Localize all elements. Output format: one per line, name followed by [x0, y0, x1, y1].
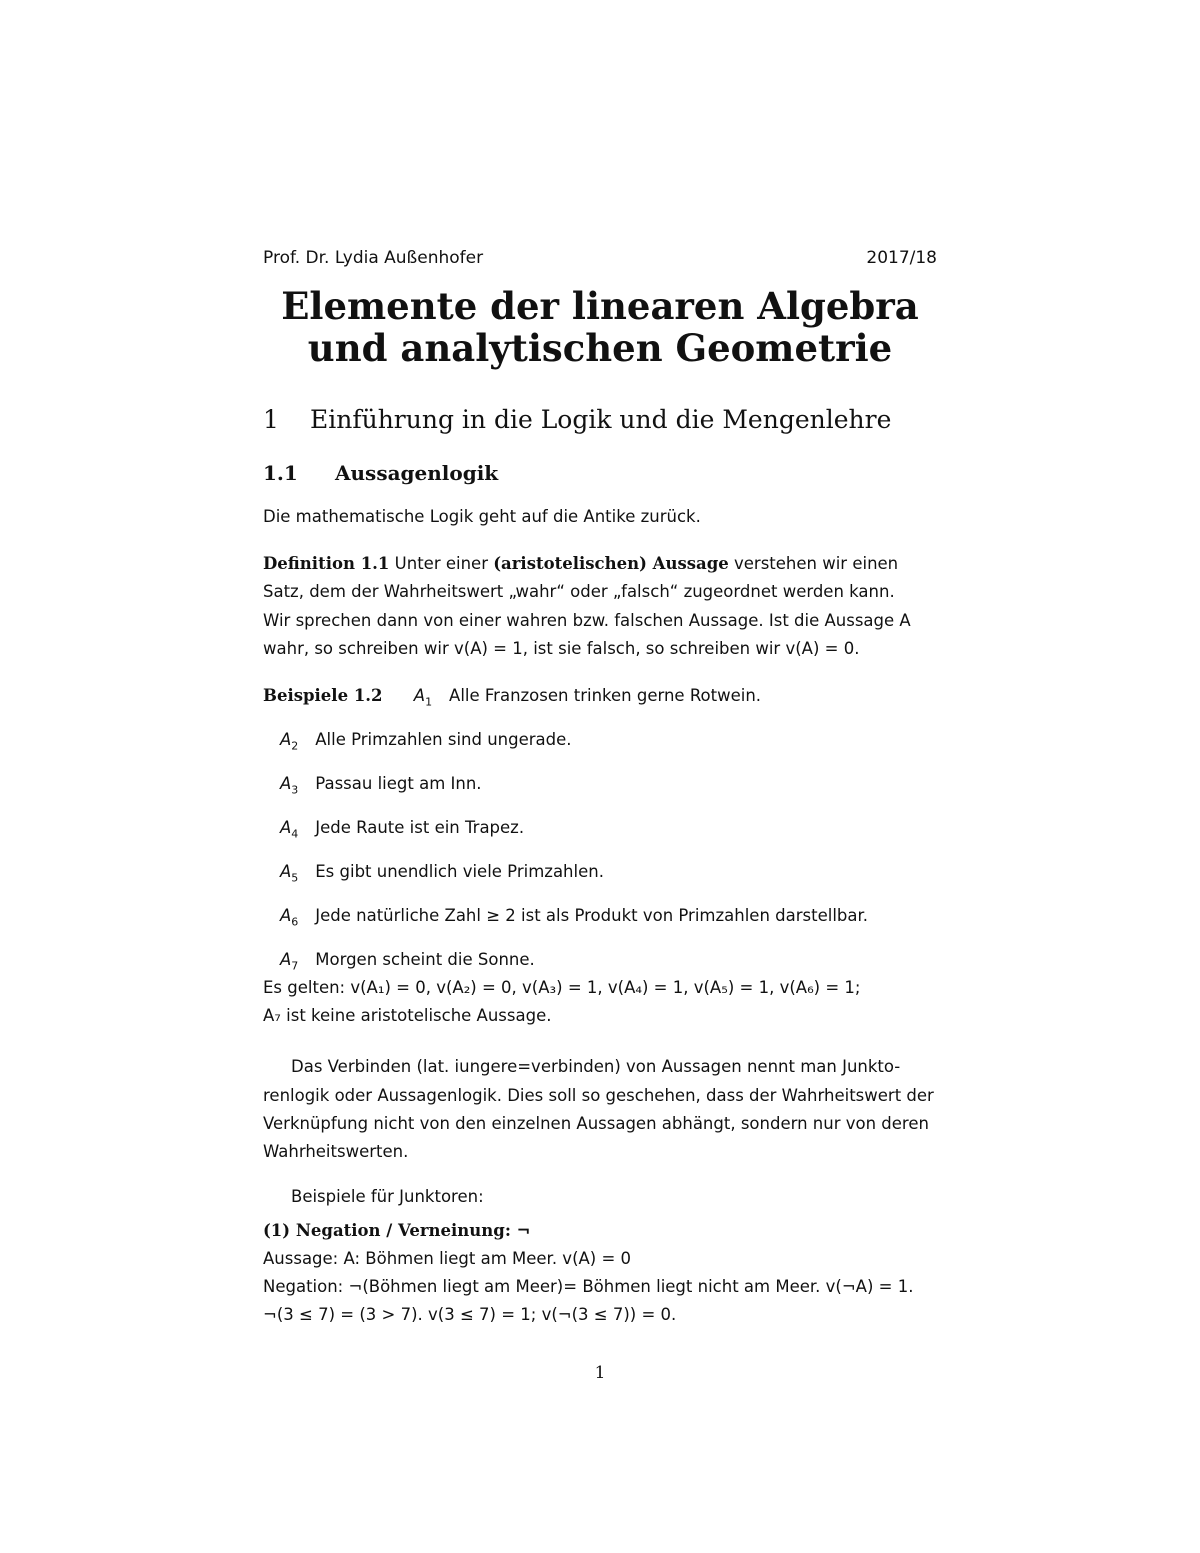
definition-line-2: Satz, dem der Wahrheitswert „wahr“ oder „falsch“ zugeordnet werden kann.	[263, 582, 895, 601]
example-id: $A_7$	[280, 950, 299, 973]
negation-line-2: Negation: ¬(Böhmen liegt am Meer)= Böhmen liegt nicht am Meer. v(¬A) = 1.	[263, 1277, 914, 1296]
example-row-4	[280, 817, 524, 842]
examples-label: Beispiele 1.2	[263, 686, 383, 705]
truth-values-line-1: Es gelten: v(A₁) = 0, v(A₂) = 0, v(A₃) = 1, v(A₄) = 1, v(A₅) = 1, v(A₆) = 1;	[263, 978, 861, 997]
example-id: $A_3$	[280, 774, 299, 797]
example-text: Jede natürliche Zahl ≥ 2 ist als Produkt von Primzahlen darstellbar.	[315, 906, 869, 925]
paragraph-line-2: renlogik oder Aussagenlogik. Dies soll so geschehen, dass der Wahrheitswert der	[263, 1086, 934, 1105]
example-id: $A_2$	[280, 730, 299, 753]
negation-line-1: Aussage: A: Böhmen liegt am Meer. v(A) = 0	[263, 1249, 632, 1268]
junctors-intro: Beispiele für Junktoren:	[291, 1187, 484, 1206]
example-id: $A_1$	[413, 686, 433, 709]
definition-line-3: Wir sprechen dann von einer wahren bzw. falschen Aussage. Ist die Aussage A	[263, 611, 911, 630]
author-header: Prof. Dr. Lydia Außenhofer	[263, 248, 484, 268]
page-number: 1	[594, 1363, 606, 1383]
section-title: Einführung in die Logik und die Mengenlehre	[310, 405, 892, 434]
definition-term: (aristotelischen) Aussage	[493, 554, 729, 573]
example-row-2	[280, 729, 572, 754]
definition-line-4: wahr, so schreiben wir v(A) = 1, ist sie falsch, so schreiben wir v(A) = 0.	[263, 639, 860, 658]
example-text: Alle Primzahlen sind ungerade.	[315, 730, 572, 749]
paragraph-line-1: Das Verbinden (lat. iungere=verbinden) von Aussagen nennt man Junkto-	[291, 1057, 901, 1076]
negation-heading: (1) Negation / Verneinung: ¬	[263, 1221, 531, 1240]
example-text: Es gibt unendlich viele Primzahlen.	[315, 862, 604, 881]
example-row-5	[280, 861, 604, 886]
section-number: 1	[263, 405, 279, 434]
intro-text: Die mathematische Logik geht auf die Antike zurück.	[263, 507, 701, 526]
example-text: Jede Raute ist ein Trapez.	[315, 818, 525, 837]
paragraph-line-4: Wahrheitswerten.	[263, 1142, 409, 1161]
paragraph-line-3: Verknüpfung nicht von den einzelnen Aussagen abhängt, sondern nur von deren	[263, 1114, 929, 1133]
definition-line-1	[263, 553, 937, 574]
negation-line-3: ¬(3 ≤ 7) = (3 > 7). v(3 ≤ 7) = 1; v(¬(3 ≤ 7)) = 0.	[263, 1305, 677, 1324]
example-row-7	[280, 949, 535, 974]
example-id: $A_6$	[280, 906, 299, 929]
example-text: Alle Franzosen trinken gerne Rotwein.	[449, 686, 762, 705]
subsection-number: 1.1	[263, 461, 298, 485]
title-line-2: und analytischen Geometrie	[307, 326, 893, 370]
example-row-3	[280, 773, 482, 798]
document-page	[263, 0, 937, 1553]
truth-values-line-2: A₇ ist keine aristotelische Aussage.	[263, 1006, 552, 1025]
example-id: $A_4$	[280, 818, 299, 841]
subsection-title: Aussagenlogik	[335, 461, 499, 485]
term-header: 2017/18	[866, 248, 937, 268]
example-row-6	[280, 905, 868, 930]
title-line-1: Elemente der linearen Algebra	[281, 284, 919, 328]
example-text: Passau liegt am Inn.	[315, 774, 482, 793]
definition-text-c: verstehen wir einen	[734, 554, 899, 573]
definition-text-a: Unter einer	[394, 554, 488, 573]
example-row-1	[263, 685, 761, 710]
definition-label: Definition 1.1	[263, 554, 390, 573]
example-text: Morgen scheint die Sonne.	[315, 950, 535, 969]
example-id: $A_5$	[280, 862, 299, 885]
